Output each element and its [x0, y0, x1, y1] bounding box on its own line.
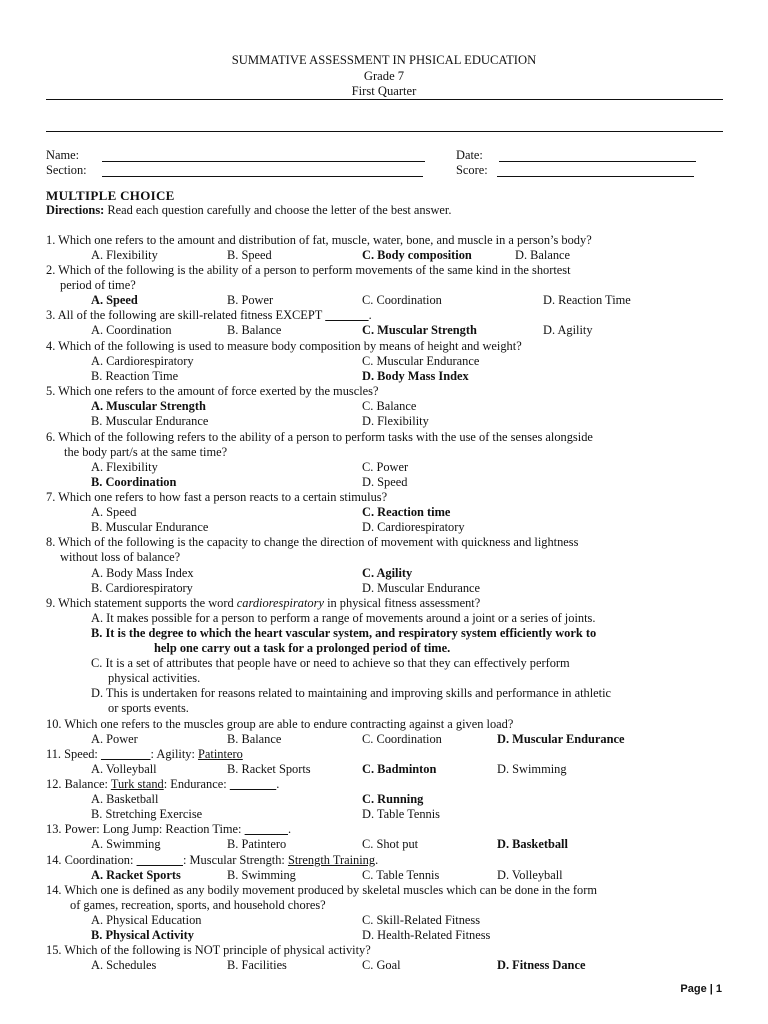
q5-option-b: B. Muscular Endurance — [91, 414, 209, 428]
score-field[interactable] — [497, 176, 694, 177]
question-13 — [46, 822, 291, 837]
q5-option-d: D. Flexibility — [362, 414, 429, 428]
q13-option-b: B. Patintero — [227, 837, 287, 851]
quarter-label: First Quarter — [351, 84, 417, 98]
question-6-line-2: the body part/s at the same time? — [64, 445, 228, 459]
section-label: Section: — [46, 163, 87, 177]
q14-option-c: C. Table Tennis — [362, 868, 440, 882]
q4-option-a: A. Cardiorespiratory — [91, 354, 194, 368]
q11-text-mid: : Agility: — [150, 747, 199, 761]
exam-title: SUMMATIVE ASSESSMENT IN PHSICAL EDUCATION — [231, 53, 537, 67]
q9-option-b-line-1: B. It is the degree to which the heart vascular system, and respiratory system efficiently work to — [91, 626, 597, 640]
q7-option-d: D. Cardiorespiratory — [362, 520, 465, 534]
q14b-option-c: C. Skill-Related Fitness — [362, 913, 481, 927]
q3-blank — [325, 308, 368, 322]
name-field[interactable] — [102, 161, 425, 162]
question-3 — [46, 308, 372, 323]
q13-blank — [245, 822, 288, 836]
q12-period: . — [276, 777, 280, 791]
directions — [46, 203, 451, 218]
q2-option-a: A. Speed — [91, 293, 138, 307]
q6-option-c: C. Power — [362, 460, 409, 474]
question-3-text: 3. All of the following are skill-related fitness EXCEPT — [46, 308, 323, 322]
directions-label: Directions: — [46, 203, 105, 217]
page-number: Page | 1 — [680, 983, 722, 995]
q8-option-a: A. Body Mass Index — [91, 566, 194, 580]
q15-option-a: A. Schedules — [91, 958, 157, 972]
q9-text-italic: cardiorespiratory — [236, 596, 324, 610]
q9-text-pre: 9. Which statement supports the word — [46, 596, 237, 610]
q5-option-c: C. Balance — [362, 399, 417, 413]
section-field[interactable] — [102, 176, 423, 177]
name-label: Name: — [46, 148, 80, 162]
q14-blank — [137, 853, 183, 867]
q14b-option-d: D. Health-Related Fitness — [362, 928, 491, 942]
question-2-line-2: period of time? — [60, 278, 136, 292]
q3-option-c: C. Muscular Strength — [362, 323, 477, 337]
q9-option-a: A. It makes possible for a person to perform a range of movements around a joint or a series of joints. — [91, 611, 596, 625]
q1-option-a: A. Flexibility — [91, 248, 158, 262]
question-15: 15. Which of the following is NOT principle of physical activity? — [46, 943, 371, 957]
q3-option-b: B. Balance — [227, 323, 282, 337]
q4-option-c: C. Muscular Endurance — [362, 354, 480, 368]
question-5: 5. Which one refers to the amount of force exerted by the muscles? — [46, 384, 379, 398]
q12-option-a: A. Basketball — [91, 792, 159, 806]
question-11 — [46, 747, 243, 762]
section-heading: MULTIPLE CHOICE — [46, 188, 175, 203]
q10-option-b: B. Balance — [227, 732, 282, 746]
q5-option-a: A. Muscular Strength — [91, 399, 206, 413]
q13-option-c: C. Shot put — [362, 837, 419, 851]
q7-option-b: B. Muscular Endurance — [91, 520, 209, 534]
q2-option-c: C. Coordination — [362, 293, 442, 307]
q13-period: . — [287, 822, 292, 836]
q14b-option-b: B. Physical Activity — [91, 928, 194, 942]
q11-blank — [101, 747, 151, 761]
q9-text-post: in physical fitness assessment? — [323, 596, 481, 610]
q12-underlined: Turk stand — [110, 777, 164, 791]
question-4: 4. Which of the following is used to measure body composition by means of height and weight? — [46, 339, 522, 353]
q3-option-d: D. Agility — [543, 323, 593, 337]
q14-text-pre: 14. Coordination: — [46, 853, 137, 867]
q8-option-d: D. Muscular Endurance — [362, 581, 481, 595]
q12-option-c: C. Running — [362, 792, 424, 806]
q1-option-d: D. Balance — [515, 248, 571, 262]
directions-text: Read each question carefully and choose the letter of the best answer. — [104, 203, 452, 217]
q8-option-c: C. Agility — [362, 566, 413, 580]
question-14b-line-1: 14. Which one is defined as any bodily movement produced by skeletal muscles which can be done in the form — [46, 883, 598, 897]
q14-text-mid: : Muscular Strength: — [183, 853, 288, 867]
q11-option-c: C. Badminton — [362, 762, 437, 776]
q8-option-b: B. Cardiorespiratory — [91, 581, 193, 595]
date-label: Date: — [456, 148, 483, 162]
question-14b-line-2: of games, recreation, sports, and household chores? — [70, 898, 326, 912]
q4-option-d: D. Body Mass Index — [362, 369, 469, 383]
q7-option-a: A. Speed — [91, 505, 137, 519]
q3-period: . — [368, 308, 372, 322]
question-6-line-1: 6. Which of the following refers to the ability of a person to perform tasks with the use of the senses alongside — [46, 430, 593, 444]
q12-text-pre: 12. Balance: — [46, 777, 111, 791]
question-8-line-1: 8. Which of the following is the capacity to change the direction of movement with quickness and lightness — [46, 535, 579, 549]
q13-text-pre: 13. Power: Long Jump: Reaction Time: — [46, 822, 245, 836]
question-2-line-1: 2. Which of the following is the ability of a person to perform movements of the same kind in the shortest — [46, 263, 571, 277]
grade-label: Grade 7 — [363, 69, 405, 83]
q12-text-mid: : Endurance: — [163, 777, 230, 791]
question-1: 1. Which one refers to the amount and distribution of fat, muscle, water, bone, and muscle in a person’s body? — [46, 233, 592, 247]
q11-option-d: D. Swimming — [497, 762, 567, 776]
q7-option-c: C. Reaction time — [362, 505, 451, 519]
q11-underlined: Patintero — [198, 747, 243, 761]
q9-option-c-line-1: C. It is a set of attributes that people have or need to achieve so that they can effectively perform — [91, 656, 570, 670]
question-10: 10. Which one refers to the muscles group are able to endure contracting against a given load? — [46, 717, 514, 731]
q9-option-d-line-2: or sports events. — [108, 701, 189, 715]
q14b-option-a: A. Physical Education — [91, 913, 202, 927]
q6-option-d: D. Speed — [362, 475, 408, 489]
q9-option-d-line-1: D. This is undertaken for reasons related to maintaining and improving skills and performance in athletic — [91, 686, 612, 700]
q9-option-b-line-2: help one carry out a task for a prolonged period of time. — [154, 641, 451, 655]
date-field[interactable] — [499, 161, 696, 162]
q9-option-c-line-2: physical activities. — [108, 671, 201, 685]
q14-underlined: Strength Training — [287, 853, 376, 867]
question-8-line-2: without loss of balance? — [60, 550, 181, 564]
question-14-analogy — [46, 853, 378, 868]
q12-option-b: B. Stretching Exercise — [91, 807, 203, 821]
q15-option-c: C. Goal — [362, 958, 401, 972]
q10-option-c: C. Coordination — [362, 732, 442, 746]
q13-option-a: A. Swimming — [91, 837, 161, 851]
q13-option-d: D. Basketball — [497, 837, 568, 851]
q12-blank — [230, 777, 276, 791]
q1-option-b: B. Speed — [227, 248, 272, 262]
q11-option-b: B. Racket Sports — [227, 762, 311, 776]
q15-option-d: D. Fitness Dance — [497, 958, 586, 972]
score-label: Score: — [456, 163, 488, 177]
header-rule-top — [46, 99, 723, 100]
q14-period: . — [375, 853, 379, 867]
q11-option-a: A. Volleyball — [91, 762, 157, 776]
q4-option-b: B. Reaction Time — [91, 369, 179, 383]
q15-option-b: B. Facilities — [227, 958, 287, 972]
header-rule-bottom — [46, 131, 723, 132]
q12-option-d: D. Table Tennis — [362, 807, 440, 821]
question-12 — [46, 777, 279, 792]
q11-text-pre: 11. Speed: — [46, 747, 101, 761]
question-9 — [46, 596, 480, 611]
question-7: 7. Which one refers to how fast a person reacts to a certain stimulus? — [46, 490, 388, 504]
q2-option-b: B. Power — [227, 293, 274, 307]
q6-option-b: B. Coordination — [91, 475, 177, 489]
q14-option-d: D. Volleyball — [497, 868, 563, 882]
q2-option-d: D. Reaction Time — [543, 293, 631, 307]
q10-option-d: D. Muscular Endurance — [497, 732, 625, 746]
q14-option-a: A. Racket Sports — [91, 868, 181, 882]
q6-option-a: A. Flexibility — [91, 460, 158, 474]
q14-option-b: B. Swimming — [227, 868, 296, 882]
q1-option-c: C. Body composition — [362, 248, 472, 262]
q3-option-a: A. Coordination — [91, 323, 172, 337]
q10-option-a: A. Power — [91, 732, 138, 746]
